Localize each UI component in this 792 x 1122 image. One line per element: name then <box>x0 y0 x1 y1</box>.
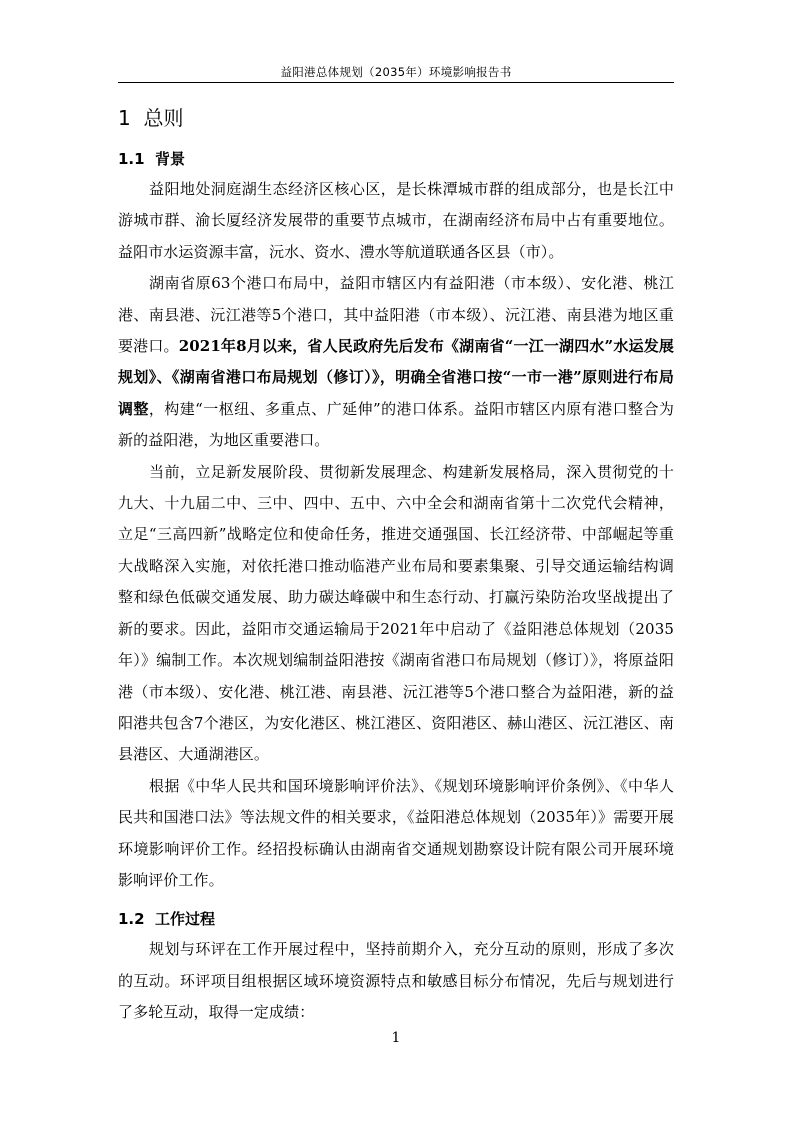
section-title: 背景 <box>155 150 186 168</box>
page-number: 1 <box>391 1030 401 1046</box>
running-header: 益阳港总体规划（2035年）环境影响报告书 <box>280 65 512 79</box>
chapter-heading <box>118 100 674 136</box>
section-heading <box>118 144 674 174</box>
header-rule <box>118 82 674 83</box>
section-number: 1.1 <box>118 150 145 168</box>
paragraph-text: 根据《中华人民共和国环境影响评价法》、《规划环境影响评价条例》、《中华人民共和国港口法》等法规文件的相关要求，《益阳港总体规划（2035年）》需要开展环境影响评价工作。经招投标确认由湖南省交通规划勘察设计院有限公司开展环境影响评价工作。 <box>118 776 674 889</box>
paragraph-text: 湖南省原63个港口布局中，益阳市辖区内有益阳港（市本级）、安化港、桃江港、南县港、沅江港等5个港口，其中益阳港（市本级）、沅江港、南县港为地区重要港口。 <box>118 274 674 356</box>
paragraph-bold-text: 2021年8月以来，省人民政府先后发布《湖南省“一江一湖四水”水运发展规划》、《湖南省港口布局规划（修订）》，明确全省港口按“一市一港”原则进行布局调整 <box>118 337 674 418</box>
paragraph-text: 益阳地处洞庭湖生态经济区核心区，是长株潭城市群的组成部分，也是长江中游城市群、渝长厦经济发展带的重要节点城市，在湖南经济布局中占有重要地位。益阳市水运资源丰富，沅水、资水、澧水等航道联通各区县（市）。 <box>118 180 674 261</box>
paragraph-text: 规划与环评在工作开展过程中，坚持前期介入，充分互动的原则，形成了多次的互动。环评项目组根据区域环境资源特点和敏感目标分布情况，先后与规划进行了多轮互动，取得一定成绩： <box>118 940 674 1022</box>
section-number: 1.2 <box>118 910 145 929</box>
section-title: 工作过程 <box>155 910 216 929</box>
paragraph-text: 当前，立足新发展阶段、贯彻新发展理念、构建新发展格局，深入贯彻党的十九大、十九届二中、三中、四中、五中、六中全会和湖南省第十二次党代会精神，立足“三高四新”战略定位和使命任务，推进交通强国、长江经济带、中部崛起等重大战略深入实施，对依托港口推动临港产业布局和要素集聚、引导交通运输结构调整和绿色低碳交通发展、助力碳达峰碳中和生态行动、打赢污染防治攻坚战提出了新的要求。因此，益阳市交通运输局于2021年中启动了《益阳港总体规划（2035年）》编制工作。本次规划编制益阳港按《湖南省港口布局规划（修订）》，将原益阳港（市本级）、安化港、桃江港、南县港、沅江港等5个港口整合为益阳港，新的益阳港共包含7个港区，为安化港区、桃江港区、资阳港区、赫山港区、沅江港区、南县港区、大通湖港区。 <box>118 462 674 764</box>
chapter-title: 总则 <box>143 106 184 130</box>
page-content <box>118 100 674 1029</box>
paragraph-text: ，构建“一枢纽、多重点、广延伸”的港口体系。益阳市辖区内原有港口整合为新的益阳港，为地区重要港口。 <box>118 399 675 450</box>
paragraph <box>118 771 674 897</box>
paragraph <box>118 174 674 268</box>
section-heading <box>118 904 674 934</box>
paragraph <box>118 457 674 771</box>
paragraph <box>118 268 674 456</box>
paragraph <box>118 934 674 1028</box>
chapter-number: 1 <box>118 106 131 130</box>
